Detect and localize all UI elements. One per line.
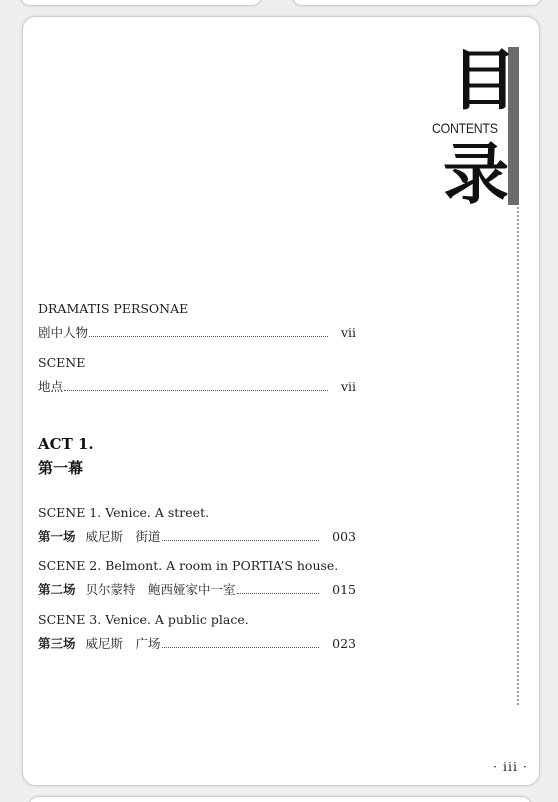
toc-scene-1-title: 威尼斯 街道 (85, 529, 161, 544)
next-page-edge (28, 796, 532, 802)
toc-entry-scene-cn[interactable] (38, 377, 356, 395)
heading-contents: CONTENTS (432, 120, 498, 136)
heading-cn-top: 目 (451, 41, 517, 119)
toc-leader (89, 336, 328, 337)
toc-scene-1-page: 003 (332, 529, 356, 544)
dotted-rule (517, 207, 519, 705)
heading-cn-bottom: 录 (443, 135, 509, 213)
toc-leader (162, 647, 320, 648)
toc-entry-dramatis-en[interactable]: DRAMATIS PERSONAE (38, 301, 189, 316)
toc-leader (162, 540, 320, 541)
toc-entry-dramatis-page: vii (340, 325, 356, 340)
toc-scene-3-en[interactable]: SCENE 3. Venice. A public place. (38, 612, 249, 627)
toc-entry-dramatis-cn[interactable] (38, 323, 356, 341)
toc-scene-1-cn[interactable] (38, 527, 356, 545)
toc-entry-dramatis-cn-label: 剧中人物 (38, 325, 89, 340)
toc-scene-3-label: 第三场 (38, 636, 76, 651)
toc-entry-scene-en[interactable]: SCENE (38, 355, 86, 370)
toc-entry-scene-page: vii (340, 379, 356, 394)
contents-page (22, 16, 540, 786)
toc-entry-scene-cn-label: 地点 (38, 379, 64, 394)
toc-scene-1-en[interactable]: SCENE 1. Venice. A street. (38, 505, 210, 520)
toc-scene-3-title: 威尼斯 广场 (85, 636, 161, 651)
toc-leader (237, 593, 320, 594)
page-number: · iii · (493, 759, 528, 774)
previous-page-edge-left (20, 0, 262, 6)
toc-scene-2-en[interactable]: SCENE 2. Belmont. A room in PORTIA’S house. (38, 558, 339, 573)
toc-scene-2-title: 贝尔蒙特 鲍西娅家中一室 (85, 582, 236, 597)
toc-scene-2-cn[interactable] (38, 580, 356, 598)
toc-scene-1-label: 第一场 (38, 529, 76, 544)
toc-scene-3-cn[interactable] (38, 634, 356, 652)
toc-scene-2-page: 015 (332, 582, 356, 597)
act-1-title[interactable]: ACT 1. (38, 435, 94, 453)
previous-page-edge-right (292, 0, 542, 6)
toc-scene-3-page: 023 (332, 636, 356, 651)
toc-scene-2-label: 第二场 (38, 582, 76, 597)
toc-leader (64, 390, 328, 391)
act-1-title-cn[interactable]: 第一幕 (38, 459, 84, 477)
